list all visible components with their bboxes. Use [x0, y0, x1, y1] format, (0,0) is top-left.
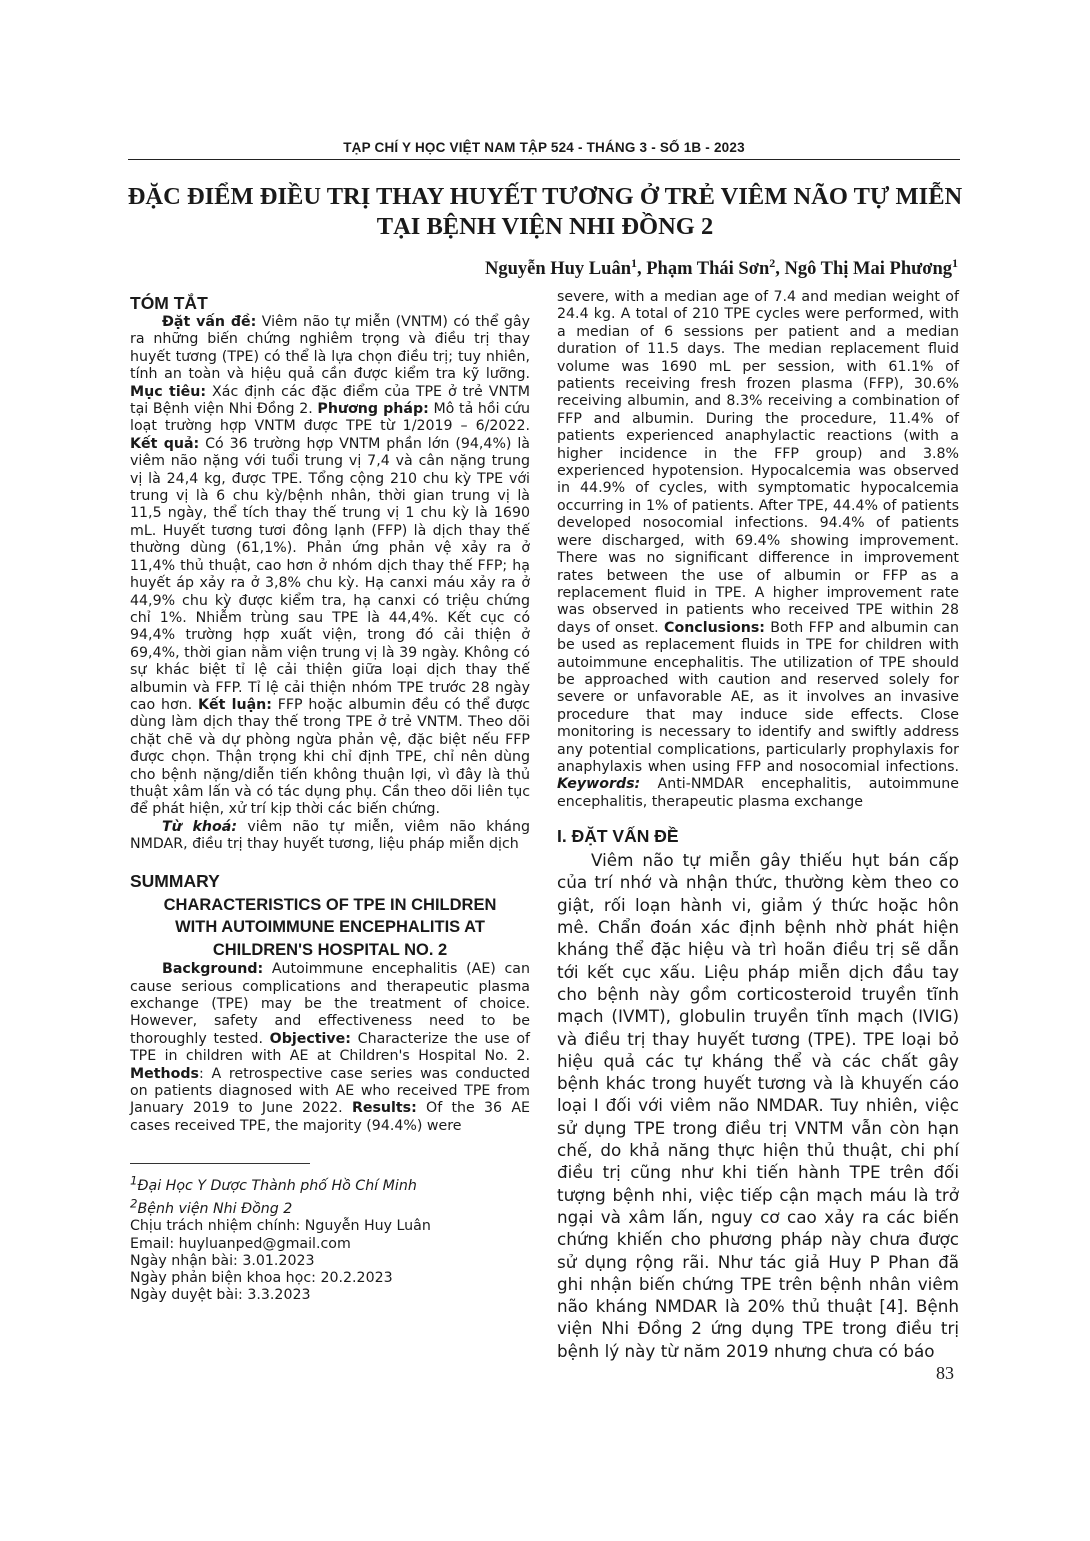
summary-body-left: Background: Autoimmune encephalitis (AE) can cause serious complications and therapeutic plasma exchange (TPE) may be the treatment of choice. However, safety and effectiveness need to be thoroughly tested. Objective: Characterize the use of TPE in children with AE at Children's Hospital No. 2. Methods: A retrospective case series was conducted on patients diagnosed with AE who received TPE from January 2019 to June 2022. Results: Of the 36 AE cases received TPE, the majority (94.4%) were — [130, 961, 530, 1134]
author-1: Nguyễn Huy Luân — [484, 259, 631, 280]
footnote-reviewed: Ngày phản biện khoa học: 20.2.2023 — [130, 1270, 393, 1287]
title-line-2: TẠI BỆNH VIỆN NHI ĐỒNG 2 — [376, 213, 714, 240]
footnote-corresponding: Chịu trách nhiệm chính: Nguyễn Huy Luân — [130, 1218, 431, 1235]
abstract-vi-body: Đặt vấn đề: Viêm não tự miễn (VNTM) có thể gây ra những biến chứng nghiêm trọng và điều trị thay huyết tương (TPE) có thể là lựa chọn điều trị; tuy nhiên, tính an toàn và hiệu quả cần được kiểm tra kỹ lưỡng. Mục tiêu: Xác định các đặc điểm của TPE ở trẻ VNTM tại Bệnh viện Nhi Đồng 2. Phương pháp: Mô tả hồi cứu loạt trường hợp VNTM được TPE từ 1/2019 – 6/2022. Kết quả: Có 36 trường hợp VNTM phần lớn (94,4%) là viêm não nặng với tuổi trung vị 7,4 và cân nặng trung vị là 24,4 kg, được TPE. Tổng cộng 210 chu kỳ TPE với trung vị là 6 chu kỳ/bệnh nhân, thời gian trung vị là 11,5 ngày, thể tích thay thế trung vị 1 chu kỳ là 1690 mL. Huyết tương tươi đông lạnh (FFP) là dịch thay thế thường dùng (61,1%). Phản ứng phản vệ xảy ra ở 11,4% thủ thuật, cao hơn ở nhóm dịch thay thế FFP; hạ huyết áp xảy ra ở 3,8% chu kỳ. Hạ canxi máu xảy ra ở 44,9% chu kỳ được kiểm tra, hạ canxi có triệu chứng chỉ 1%. Nhiễm trùng sau TPE là 44,4%. Kết cục có 94,4% trường hợp xuất viện, trong đó cải thiện ở 69,4%, thời gian nằm viện trung vị là 39 ngày. Không có sự khác biệt tỉ lệ cải thiện giữa loại dịch thay thế albumin và FFP. Tỉ lệ cải thiện nhóm TPE trước 28 ngày cao hơn. Kết luận: FFP hoặc albumin đều có thể được dùng làm dịch thay thế trong TPE ở trẻ VNTM. Theo dõi chặt chẽ và dự phòng ngừa phản vệ, đặc biệt nếu FFP được chọn. Thận trọng khi chỉ định TPE, chỉ nên dùng cho bệnh nặng/diễn tiến không thuận lợi, vì đây là thủ thuật xâm lấn và có tác dụng phụ. Cần theo dõi liên tục để phát hiện, xử trí kịp thời các biến chứng. — [130, 314, 530, 818]
author-2: Phạm Thái Sơn — [646, 259, 770, 280]
author-3: Ngô Thị Mai Phương — [784, 259, 952, 280]
author-3-affiliation: 1 — [952, 256, 958, 270]
right-column — [557, 289, 959, 1362]
left-column — [130, 292, 530, 1305]
title-line-1: ĐẶC ĐIỂM ĐIỀU TRỊ THAY HUYẾT TƯƠNG Ở TRẺ VIÊM NÃO TỰ MIỄN — [127, 183, 963, 210]
introduction-heading: I. ĐẶT VẤN ĐỀ — [557, 826, 679, 847]
journal-header: TẠP CHÍ Y HỌC VIỆT NAM TẬP 524 - THÁNG 3 - SỐ 1B - 2023 — [343, 140, 745, 155]
abstract-vi-keywords: Từ khoá: viêm não tự miễn, viêm não kháng NMDAR, điều trị thay huyết tương, liệu pháp miễn dịch — [130, 818, 530, 853]
introduction-body: Viêm não tự miễn gây thiếu hụt bán cấp của trí nhớ và nhận thức, thường kèm theo co giật, rối loạn hành vi, giảm ý thức hoặc hôn mê. Chẩn đoán xác định bệnh nhờ phát hiện kháng thể đặc hiệu và trì hoãn điều trị sẽ dẫn tới kết cục xấu. Liệu pháp miễn dịch đầu tay cho bệnh này gồm corticosteroid truyền tĩnh mạch (IVMT), globulin truyền tĩnh mạch (IVIG) và điều trị thay huyết tương (TPE). TPE loại bỏ hiệu quả các tự kháng thể và các chất gây bệnh khác trong huyết tương và là khuyến cáo loại I đối với viêm não NMDAR. Tuy nhiên, việc sử dụng TPE trong điều trị VNTM vẫn còn hạn chế, do khả năng thực hiện thủ thuật, chi phí điều trị cũng như khi tiến hành TPE trên đối tượng bệnh nhi, việc tiếp cận mạch máu là trở ngại và xâm lấn, nguy cơ cao xảy ra các biến chứng khiến cho phương pháp này chưa được sử dụng rộng rãi. Như tác giả Huy P Phan đã ghi nhận biến chứng TPE trên bệnh nhân viêm não kháng NMDAR là 20% thủ thuật [4]. Bệnh viện Nhi Đồng 2 ứng dụng TPE trong điều trị bệnh lý này từ năm 2019 nhưng chưa có báo — [557, 850, 959, 1361]
footnote-affiliation-1: $^1$Đại Học Y Dược Thành phố Hồ Chí Minh — [130, 1173, 417, 1194]
article-title — [110, 182, 980, 242]
author-1-affiliation: 1 — [630, 256, 637, 270]
author-2-affiliation: 2 — [769, 256, 776, 270]
summary-heading: SUMMARY — [130, 870, 220, 891]
footnote-email: Email: huyluanped@gmail.com — [130, 1235, 351, 1252]
summary-body-right: severe, with a median age of 7.4 and median weight of 24.4 kg. A total of 210 TPE cycles were performed, with a median of 6 sessions per patient and a median duration of 11.5 days. The median replacement fluid volume was 1690 mL per session, with 61.1% of patients receiving fresh frozen plasma (FFP), 30.6% receiving albumin, and 8.3% receiving a combination of FFP and albumin. During the procedure, 11.4% of patients experienced anaphylactic reactions (with a higher incidence in the FFP group) and 3.8% experienced hypotension. Hypocalcemia was observed in 44.9% of cycles, with symptomatic hypocalcemia occurring in 1% of patients. After TPE, 44.4% of patients developed nosocomial infections. 94.4% of patients were discharged, with 69.4% showing improvement. There was no significant difference in improvement rates between the use of albumin or FFP as a replacement fluid in TPE. A higher improvement rate was observed in patients who received TPE within 28 days of onset. Conclusions: Both FFP and albumin can be used as replacement fluids in TPE for children with autoimmune encephalitis. The utilization of TPE should be approached with caution and reserved solely for severe or unfavorable AE, as it involves an invasive procedure that may induce side effects. Close monitoring is necessary to identify and swiftly address any potential complications, particularly prophylaxis for anaphylaxis when using FFP and nosocomial infections. Keywords: Anti-NMDAR encephalitis, autoimmune encephalitis, therapeutic plasma exchange — [557, 289, 959, 810]
header-rule — [128, 159, 960, 160]
page-number: 83 — [936, 1363, 954, 1383]
summary-title: CHARACTERISTICS OF TPE IN CHILDREN WITH AUTOIMMUNE ENCEPHALITIS AT CHILDREN'S HOSPITAL NO. 2 — [163, 895, 497, 959]
abstract-vi-heading: TÓM TẮT — [130, 293, 208, 313]
footnote-accepted: Ngày duyệt bài: 3.3.2023 — [130, 1287, 311, 1304]
author-list: Nguyễn Huy Luân$^1$, Phạm Thái Sơn$^2$, Ngô Thị Mai Phương$^1$ — [484, 256, 958, 280]
footnote-affiliation-2: $^2$Bệnh viện Nhi Đồng 2 — [130, 1196, 293, 1217]
footnote-received: Ngày nhận bài: 3.01.2023 — [130, 1252, 315, 1269]
